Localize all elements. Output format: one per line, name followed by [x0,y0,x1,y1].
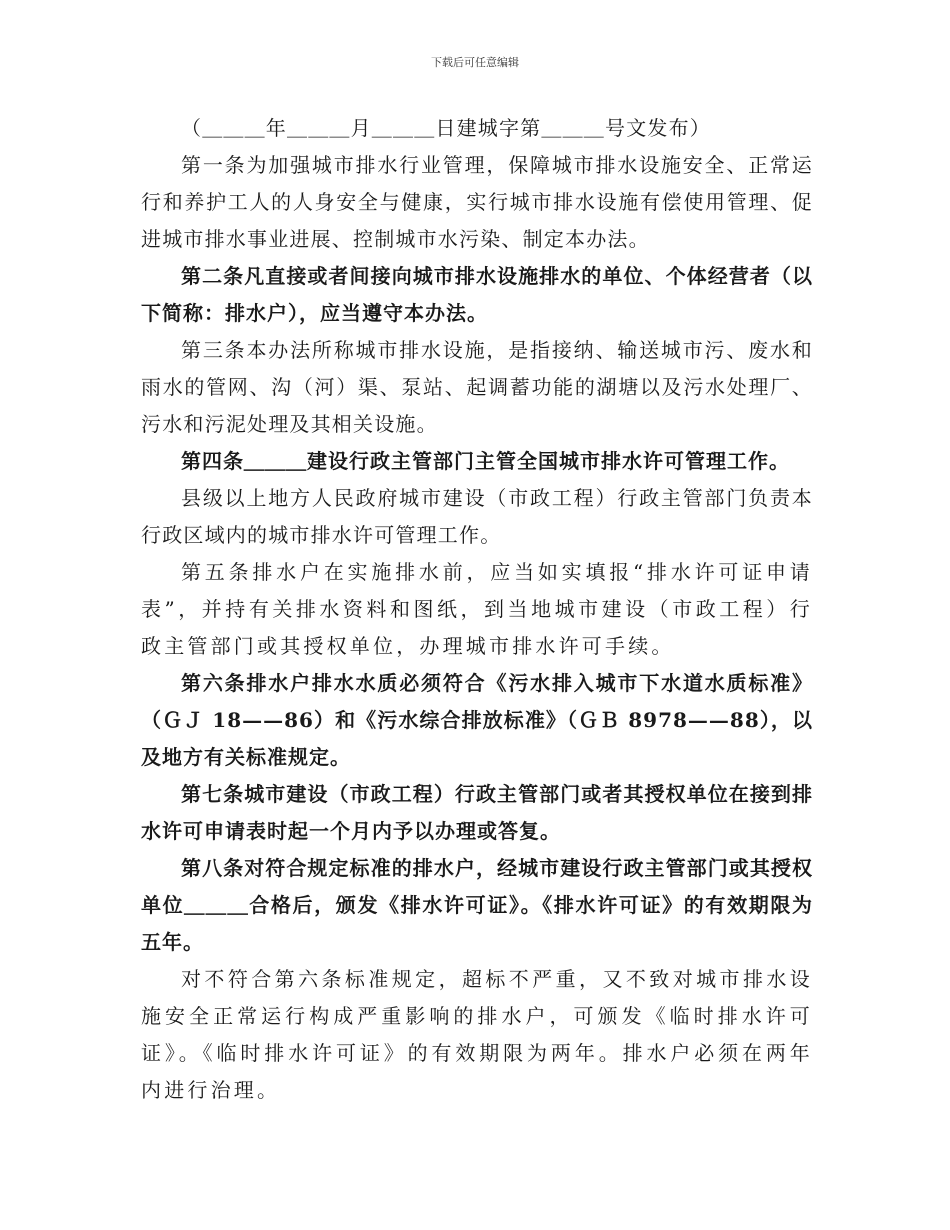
article-3-paragraph: 第三条本办法所称城市排水设施，是指接纳、输送城市污、废水和雨水的管网、沟（河）渠、泵站、起调蓄功能的湖塘以及污水处理厂、污水和污泥处理及其相关设施。 [141,338,813,436]
article-7-paragraph: 第七条城市建设（市政工程）行政主管部门或者其授权单位在接到排水许可申请表时起一个月内予以办理或答复。 [141,782,813,843]
article-1-paragraph: 第一条为加强城市排水行业管理，保障城市排水设施安全、正常运行和养护工人的人身安全与健康，实行城市排水设施有偿使用管理、促进城市排水事业进展、控制城市水污染、制定本办法。 [141,153,813,251]
document-body [141,110,813,1109]
article-6-paragraph: 第六条排水户排水水质必须符合《污水排入城市下水道水质标准》（ＧＪ 18——86）和《污水综合排放标准》（ＧＢ 8978——88），以及地方有关标准规定。 [141,671,813,769]
article-8-paragraph: 第八条对符合规定标准的排水户，经城市建设行政主管部门或其授权单位＿＿＿合格后，颁发《排水许可证》。《排水许可证》的有效期限为五年。 [141,856,813,954]
page-header-note: 下载后可任意编辑 [431,56,519,69]
article-2-paragraph: 第二条凡直接或者间接向城市排水设施排水的单位、个体经营者（以下简称：排水户），应当遵守本办法。 [141,264,813,325]
article-5-paragraph: 第五条排水户在实施排水前，应当如实填报“排水许可证申请表”，并持有关排水资料和图纸，到当地城市建设（市政工程）行政主管部门或其授权单位，办理城市排水许可手续。 [141,560,813,658]
article-4-detail-paragraph: 县级以上地方人民政府城市建设（市政工程）行政主管部门负责本行政区域内的城市排水许可管理工作。 [141,486,813,547]
publication-line: （＿＿＿年＿＿＿月＿＿＿日建城字第＿＿＿号文发布） [181,116,711,140]
article-8-detail-paragraph: 对不符合第六条标准规定，超标不严重，又不致对城市排水设施安全正常运行构成严重影响的排水户，可颁发《临时排水许可证》。《临时排水许可证》的有效期限为两年。排水户必须在两年内进行治理。 [141,967,813,1102]
article-4-paragraph: 第四条＿＿＿建设行政主管部门主管全国城市排水许可管理工作。 [181,449,790,473]
